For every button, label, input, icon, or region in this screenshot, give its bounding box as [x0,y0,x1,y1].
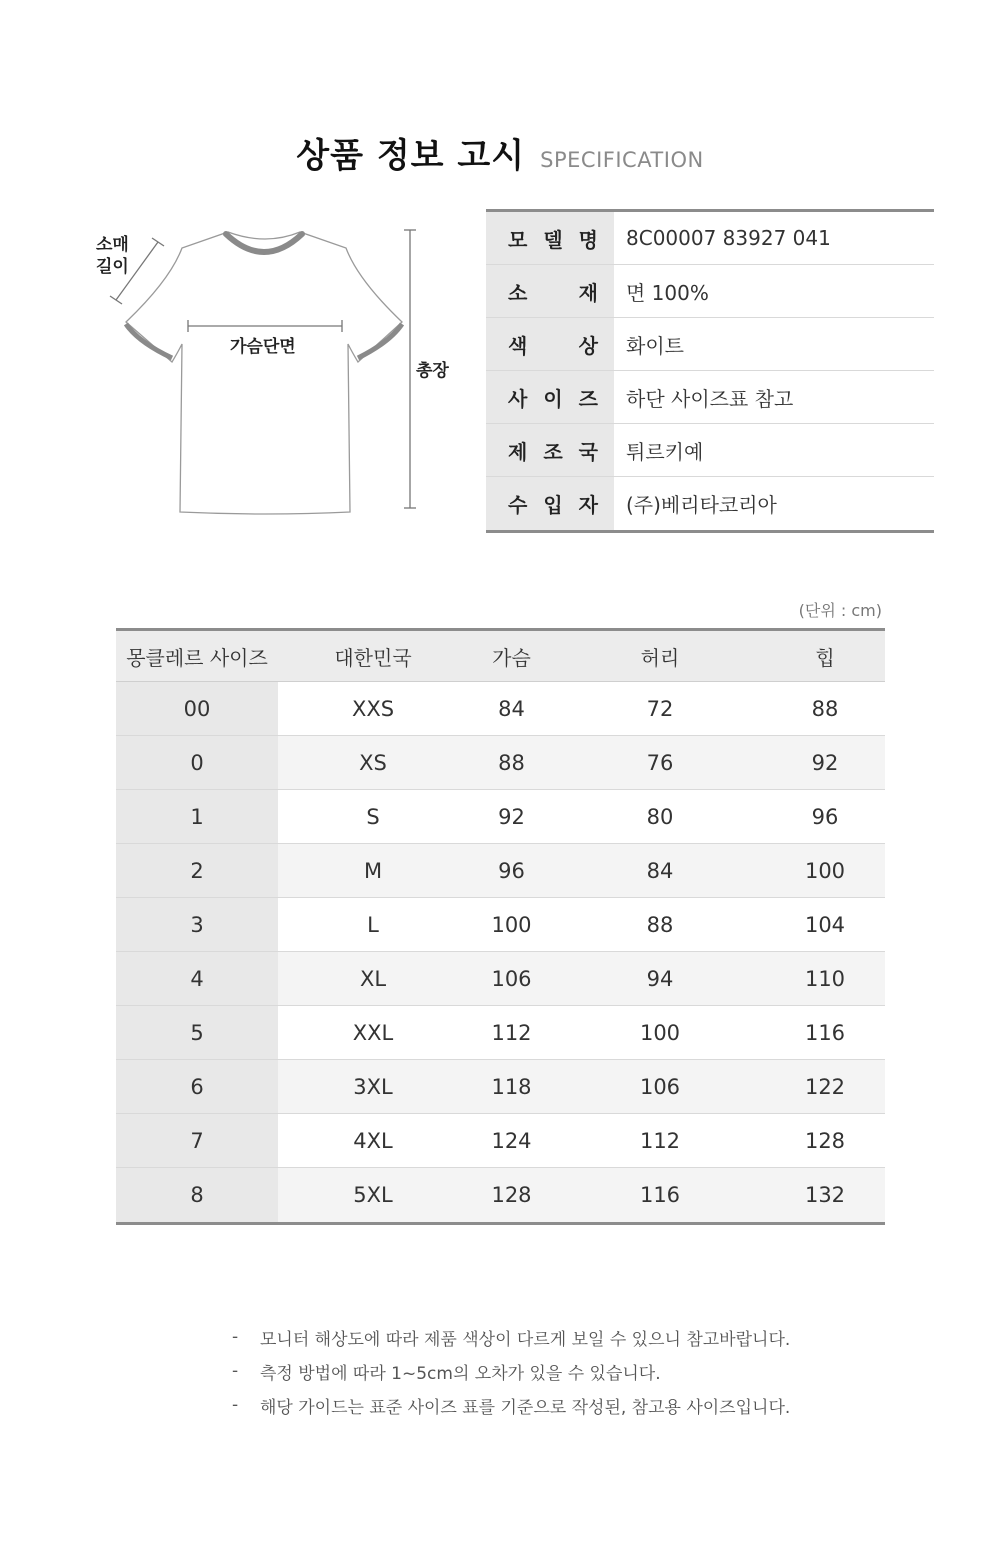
spec-key-char: 명 [578,227,598,252]
header-cell: 대한민국 [334,645,412,670]
unit-label: (단위 : cm) [798,601,882,620]
table-cell: S [366,804,380,829]
header-cell: 가슴 [492,645,531,670]
note-item [232,1388,872,1422]
notes [232,1320,872,1422]
table-row [116,1114,885,1168]
title-sub: SPECIFICATION [540,148,704,172]
table-cell: L [367,912,379,937]
table-cell: 110 [804,966,846,991]
spec-table [486,209,934,533]
table-cell: 112 [639,1128,681,1153]
spec-value: 8C00007 83927 041 [626,226,831,250]
spec-value: 면 100% [626,280,709,305]
table-cell: 132 [804,1183,846,1207]
spec-key [486,265,614,317]
table-cell: 122 [804,1074,846,1099]
note-text: 해당 가이드는 표준 사이즈 표를 기준으로 작성된, 참고용 사이즈입니다. [260,1397,791,1418]
spec-key-char: 즈 [578,386,598,411]
table-cell: 124 [491,1128,532,1153]
table-cell: 100 [804,858,846,883]
table-cell: 88 [811,696,839,721]
table-cell: 72 [646,696,674,721]
note-item [232,1354,872,1388]
table-cell: 6 [116,1060,278,1113]
spec-value: 튀르키예 [626,439,704,464]
total-length-label: 총장 [416,361,449,381]
spec-key-char: 국 [578,439,598,464]
table-row [116,1168,885,1222]
spec-key [486,212,614,264]
table-cell: 84 [646,858,674,883]
note-dash: - [232,1327,239,1347]
table-cell: 3XL [353,1074,393,1099]
spec-key [486,371,614,423]
table-cell: 112 [491,1020,532,1045]
spec-key-char: 델 [543,227,563,252]
table-cell: 88 [646,912,674,937]
table-cell: 100 [491,912,532,937]
table-cell: 106 [491,966,532,991]
table-cell: 88 [498,750,525,775]
table-cell: 3 [116,898,278,951]
table-row [116,790,885,844]
header-cell: 힙 [815,645,835,670]
spec-key-char: 소 [508,280,528,305]
table-cell: XL [359,966,387,991]
table-cell: 128 [804,1128,846,1153]
note-dash: - [232,1395,239,1415]
spec-key [486,424,614,476]
spec-key-char: 모 [508,227,528,252]
table-cell: 80 [646,804,674,829]
sleeve-label-line2: 길이 [96,257,129,277]
tshirt-diagram [80,220,470,530]
spec-key-char: 조 [543,439,563,464]
table-cell: 00 [116,682,278,735]
spec-key-char: 이 [543,386,563,411]
table-cell: 76 [646,750,674,775]
title-main: 상품 정보 고시 [296,136,526,176]
table-cell: 7 [116,1114,278,1167]
spec-value: (주)베리타코리아 [626,493,777,517]
header-cell: 허리 [640,645,680,670]
spec-row-color [486,318,934,371]
spec-key-char: 제 [508,439,528,464]
note-text: 측정 방법에 따라 1~5cm의 오차가 있을 수 있습니다. [260,1363,661,1384]
table-cell: 2 [116,844,278,897]
spec-row-origin [486,424,934,477]
size-table-header [116,631,885,682]
table-cell: M [363,858,383,883]
table-cell: 116 [804,1020,846,1045]
table-cell: 106 [639,1074,681,1099]
sleeve-label-line1: 소매 [96,235,129,255]
size-table [116,628,885,1225]
spec-key-char: 수 [508,493,528,517]
spec-row-size [486,371,934,424]
spec-key-char: 상 [578,333,598,358]
table-cell: 94 [646,966,674,991]
table-row [116,1006,885,1060]
spec-row-model [486,212,934,265]
table-row [116,1060,885,1114]
spec-key [486,477,614,530]
table-cell: 96 [498,858,525,883]
spec-value: 하단 사이즈표 참고 [626,386,794,411]
table-cell: 5 [116,1006,278,1059]
table-cell: 116 [639,1183,681,1207]
table-cell: 4 [116,952,278,1005]
table-row [116,682,885,736]
table-cell: 5XL [353,1183,393,1207]
spec-row-importer [486,477,934,530]
table-cell: 128 [491,1183,532,1207]
chest-width-label: 가슴단면 [230,337,296,357]
table-row [116,898,885,952]
table-row [116,844,885,898]
spec-key-char: 색 [508,333,528,358]
table-cell: 92 [498,804,525,829]
table-cell: 92 [811,750,839,775]
table-cell: 1 [116,790,278,843]
table-cell: XXL [352,1020,394,1045]
table-cell: 8 [116,1168,278,1222]
table-cell: 4XL [353,1128,393,1153]
table-cell: XXS [351,696,395,721]
spec-key-char: 입 [543,493,563,517]
table-cell: 0 [116,736,278,789]
spec-key-char: 자 [578,493,598,517]
note-text: 모니터 해상도에 따라 제품 색상이 다르게 보일 수 있으니 참고바랍니다. [260,1329,791,1350]
spec-key-char: 사 [508,386,528,411]
spec-value: 화이트 [626,333,684,358]
table-cell: 96 [811,804,839,829]
spec-key-char: 재 [578,280,598,305]
page-title [0,128,1000,177]
spec-key [486,318,614,370]
table-cell: XS [359,750,387,775]
table-cell: 118 [491,1074,532,1099]
note-dash: - [232,1361,239,1381]
table-cell: 84 [498,696,525,721]
sleeve-length-label [96,234,129,278]
header-cell: 몽클레르 사이즈 [126,645,268,670]
table-row [116,952,885,1006]
note-item [232,1320,872,1354]
tshirt-illustration [80,220,470,530]
table-cell: 104 [804,912,846,937]
table-cell: 100 [639,1020,681,1045]
table-row [116,736,885,790]
spec-row-material [486,265,934,318]
